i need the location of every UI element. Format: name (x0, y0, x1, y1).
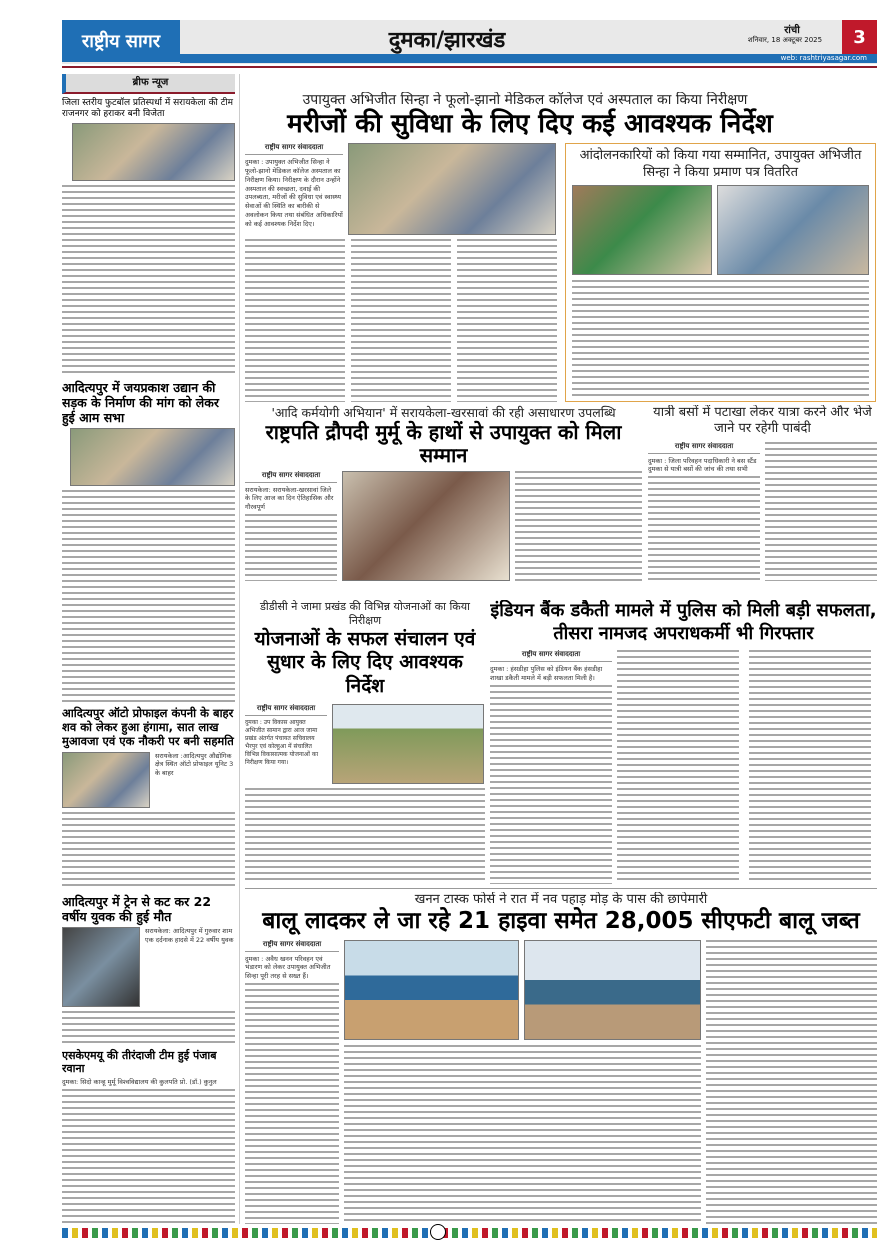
ddc-top-row (245, 704, 485, 784)
brief-photo-3 (62, 752, 150, 808)
lead-byline: राष्ट्रीय सागर संवाददाता (245, 143, 343, 155)
ddc-kicker: डीडीसी ने जामा प्रखंड की विभिन्न योजनाओं का किया निरीक्षण (260, 600, 470, 627)
lead-photo (348, 143, 556, 235)
brief-headline-3: आदित्यपुर ऑटो प्रोफाइल कंपनी के बाहर शव को लेकर हुआ हंगामा, सात लाख मुआवजा एवं एक नौकरी पर बनी सहमति (62, 706, 234, 748)
sand-byline: राष्ट्रीय सागर संवाददाता (245, 940, 339, 952)
sand-body-1 (245, 983, 339, 1224)
website-bar: web: rashtriyasagar.com (180, 54, 877, 63)
ddc-story (245, 600, 485, 884)
box-photos (572, 185, 869, 275)
sand-middle (344, 940, 701, 1224)
bus-body-2 (648, 476, 760, 581)
bus-first-column (648, 442, 760, 582)
bus-headline: यात्री बसों में पटाखा लेकर यात्रा करने और भेजे जाने पर रहेगी पाबंदी (653, 405, 872, 437)
sand-photo-2 (524, 940, 701, 1040)
newspaper-logo: राष्ट्रीय सागर (62, 20, 180, 62)
issue-date: शनिवार, 18 अक्टूबर 2025 (747, 36, 823, 44)
bank-first-column (490, 650, 612, 884)
section-title: दुमका/झारखंड (388, 28, 506, 53)
brief-lead-4: सरायकेला: आदित्यपुर में गुरुवार शाम एक दर्दनाक हादसे में 22 वर्षीय युवक (145, 927, 234, 945)
sand-body-2 (344, 1045, 701, 1224)
box-headline: आंदोलनकारियों को किया गया सम्मानित, उपायुक्त अभिजीत सिन्हा ने किया प्रमाण पत्र वितरित (579, 148, 862, 180)
bus-body (765, 442, 877, 582)
brief-headline-2: आदित्यपुर में जयप्रकाश उद्यान की सड़क के निर्माण की मांग को लेकर हुई आम सभा (62, 379, 219, 425)
sand-row (245, 940, 877, 1224)
lead-top-row (245, 143, 560, 235)
president-body (515, 471, 642, 581)
lead-story-main (245, 143, 560, 402)
lead-body (245, 239, 560, 402)
footer-color-strip (62, 1228, 877, 1238)
president-photo (342, 471, 510, 581)
bank-story (490, 600, 877, 884)
lead-kicker: उपायुक्त अभिजीत सिन्हा ने फूलो-झानो मेडिकल कॉलेज एवं अस्पताल का किया निरीक्षण (302, 92, 748, 108)
bank-headline: इंडियन बैंक डकैती मामले में पुलिस को मिली बड़ी सफलता, तीसरा नामजद अपराधकर्मी भी गिरफ्तार (490, 600, 877, 644)
brief-body-4 (62, 1011, 235, 1045)
sand-story (245, 892, 877, 1224)
sand-body-3 (706, 940, 877, 1224)
bank-body (617, 650, 877, 884)
box-story (565, 143, 876, 402)
box-body (572, 280, 869, 397)
bank-body-1 (490, 685, 612, 884)
brief-media-4 (62, 927, 235, 1007)
brief-body-1 (62, 185, 235, 376)
brief-headline-4: आदित्यपुर में ट्रेन से कट कर 22 वर्षीय युवक की हुई मौत (62, 894, 212, 925)
president-lead: सरायकेला: सरायकेला-खरसावां जिले के लिए आज का दिन ऐतिहासिक और गौरवपूर्ण (245, 485, 334, 512)
masthead (62, 20, 877, 64)
box-photo-1 (572, 185, 712, 275)
bank-byline: राष्ट्रीय सागर संवाददाता (490, 650, 612, 662)
sand-photo-1 (344, 940, 519, 1040)
bus-lead: दुमका : जिला परिवहन पदाधिकारी ने बस स्टैंड दुमका से यात्री बसों की जांच की तथा सभी (648, 456, 757, 474)
brief-headline-1: जिला स्तरीय फुटबॉल प्रतिस्पर्धा में सरायकेला की टीम राजनगर को हराकर बनी विजेता (62, 98, 233, 119)
sand-headline: बालू लादकर ले जा रहे 21 हाइवा समेत 28,005 सीएफटी बालू जब्त (262, 908, 860, 935)
brief-lead-5: दुमका: सिदो कान्हू मुर्मू विश्वविद्यालय की कुलपति प्रो. (डॉ.) कुनुल (62, 1078, 217, 1087)
lead-story (245, 92, 877, 402)
ddc-first-column (245, 704, 327, 784)
lead-story-row (245, 143, 877, 402)
brief-news-column (62, 74, 240, 1224)
brief-photo-2 (70, 428, 235, 486)
brief-photo-4 (62, 927, 140, 1007)
president-row (245, 471, 642, 581)
president-story (245, 405, 642, 581)
brief-media-3 (62, 752, 235, 808)
sand-divider (245, 888, 877, 889)
sand-kicker: खनन टास्क फोर्स ने रात में नव पहाड़ मोड़ के पास की छापेमारी (414, 892, 708, 907)
brief-photo-1 (72, 123, 235, 181)
sand-photos (344, 940, 701, 1040)
brief-body-2 (62, 490, 235, 704)
lead-headline: मरीजों की सुविधा के लिए दिए कई आवश्यक निर्देश (287, 108, 773, 139)
bus-byline: राष्ट्रीय सागर संवाददाता (648, 442, 760, 454)
box-photo-2 (717, 185, 869, 275)
bank-lead: दुमका : हंसडीहा पुलिस को इंडियन बैंक हंसडीहा शाखा डकैती मामले में बड़ी सफलता मिली है। (490, 665, 603, 682)
bank-row (490, 650, 877, 884)
header-rule (62, 66, 877, 68)
president-first-column (245, 471, 337, 581)
ddc-headline: योजनाओं के सफल संचालन एवं सुधार के लिए दिए आवश्यक निर्देश (254, 627, 476, 697)
bus-row (648, 442, 877, 582)
president-kicker: 'आदि कर्मयोगी अभियान' में सरायकेला-खरसावां की रही असाधारण उपलब्धि (271, 405, 616, 420)
ddc-lead: दुमका : उप विकास आयुक्त अभिजीत सामान द्वारा आज जामा प्रखंड अंतर्गत पंचायत सचिवालय भैरपुर एवं कोल्हुआ में संचालित विभिन्न विकासात्मक योजनाओं का निरीक्षण किया गया। (245, 718, 319, 767)
brief-headline-5: एसकेएमयू की तीरंदाजी टीम हुई पंजाब रवाना (62, 1048, 217, 1076)
ddc-byline: राष्ट्रीय सागर संवाददाता (245, 704, 327, 716)
bus-story (648, 405, 877, 581)
president-headline: राष्ट्रपति द्रौपदी मुर्मू के हाथों से उपायुक्त को मिला सम्मान (265, 419, 622, 467)
brief-body-3 (62, 812, 235, 891)
ddc-photo (332, 704, 484, 784)
brief-news-title: ब्रीफ न्यूज (62, 74, 235, 94)
city-label: रांची (784, 25, 800, 36)
footer-registration-mark (430, 1224, 446, 1240)
sand-lead: दुमका : अवैध खनन परिवहन एवं भंडारण को लेकर उपायुक्त अभिजीत सिन्हा पूरी तरह से सख्त हैं। (245, 954, 331, 981)
lead-first-column (245, 143, 343, 235)
page-number: 3 (842, 20, 877, 54)
sand-first-column (245, 940, 339, 1224)
lead-lead: दुमका : उपायुक्त अभिजीत सिन्हा ने फूलो-झानो मेडिकल कॉलेज अस्पताल का निरीक्षण किया। निरीक्षण के दौरान उन्होंने अस्पताल की स्वच्छता, दवाई की उपलब्धता, मरीजों की सुविधा एवं स्वास्थ्य सेवाओं की स्थिति का बारीकी से अवलोकन किया तथा संबंधित अधिकारियों को कई आवश्यक निर्देश दिए। (245, 158, 343, 228)
president-byline: राष्ट्रीय सागर संवाददाता (245, 471, 337, 483)
brief-body-5 (62, 1089, 235, 1224)
president-body-2 (245, 514, 337, 581)
ddc-body (245, 788, 485, 884)
brief-lead-3: सरायकेला :आदित्यपुर औद्योगिक क्षेत्र स्थित ऑटो प्रोफाइल यूनिट 3 के बाहर (155, 751, 234, 778)
